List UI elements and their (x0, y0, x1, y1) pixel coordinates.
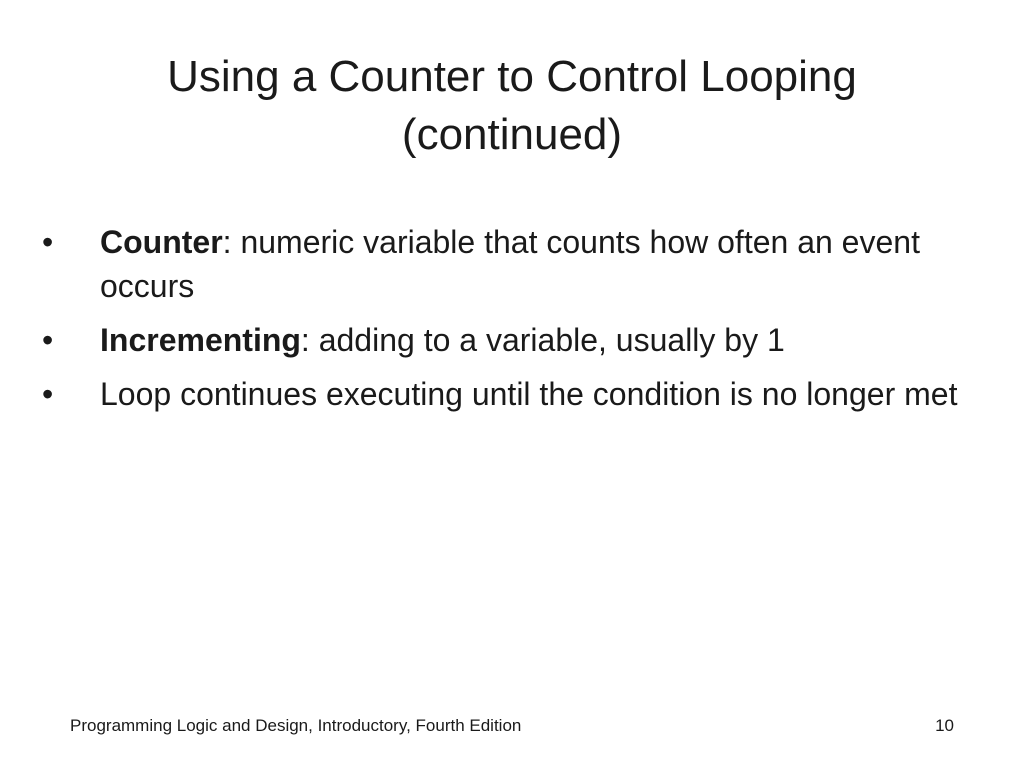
bullet-item-counter (40, 220, 970, 308)
bullet-dot-icon: • (42, 224, 54, 260)
bullet-text: : numeric variable that counts how often an event occurs (100, 224, 920, 304)
bullet-text: : adding to a variable, usually by 1 (300, 322, 785, 358)
bullet-term: Counter (100, 224, 223, 260)
bullet-dot-icon: • (42, 322, 54, 358)
title-line-1: Using a Counter to Control Looping (167, 52, 857, 101)
slide-title (60, 48, 964, 164)
footer-text: Programming Logic and Design, Introductory, Fourth Edition (70, 716, 522, 735)
bullet-text: Loop continues executing until the condition is no longer met (100, 376, 958, 412)
bullet-dot-icon: • (42, 376, 54, 412)
title-line-2: (continued) (401, 110, 623, 159)
bullet-item-loop (40, 372, 970, 416)
bullet-term: Incrementing (100, 322, 301, 358)
bullet-item-incrementing (40, 318, 970, 362)
bullet-list (40, 220, 970, 426)
page-number: 10 (935, 716, 954, 735)
